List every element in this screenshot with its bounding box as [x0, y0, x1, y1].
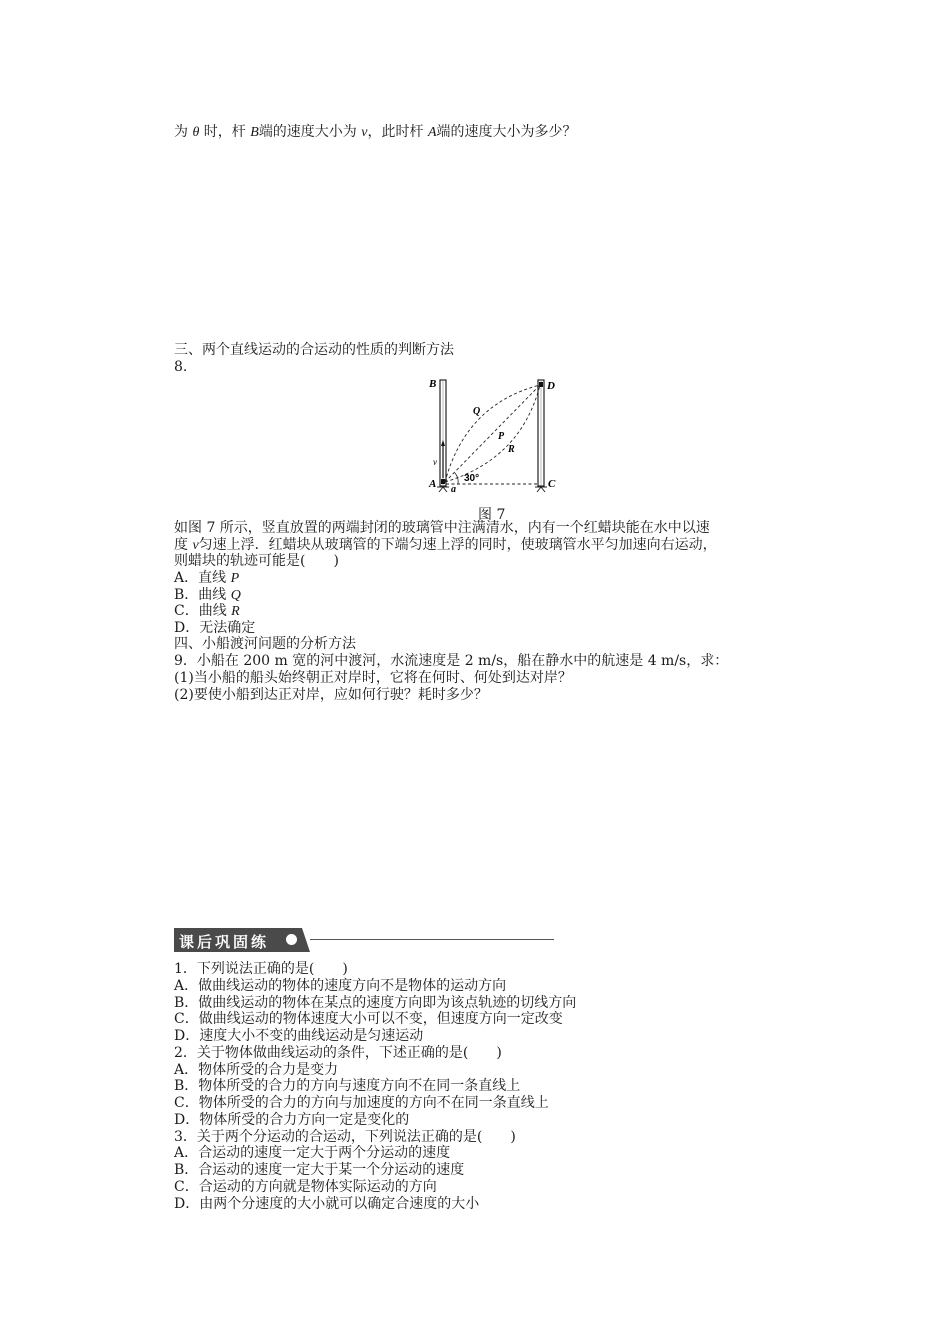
label-a-lower: a — [451, 484, 456, 495]
label-d: D — [547, 380, 555, 392]
label-c: C — [548, 478, 556, 490]
q9-line-3: (2)要使小船到达正对岸，应如何行驶？耗时多少？ — [174, 687, 488, 703]
q9-line-1: 9．小船在 200 m 宽的河中渡河，水流速度是 2 m/s，船在静水中的航速是 4 m/s，求： — [174, 653, 729, 669]
v-symbol: v — [192, 538, 199, 553]
hw-line: C．做曲线运动的物体速度大小可以不变，但速度方向一定改变 — [174, 1011, 563, 1027]
b-symbol: B — [250, 125, 259, 140]
left-base-leg-2 — [443, 487, 447, 492]
figure-caption: 图 7 — [478, 507, 506, 523]
q8-option-c: C．曲线 R — [174, 603, 240, 619]
left-base-leg-1 — [439, 487, 443, 492]
hw-line: D．物体所受的合力方向一定是变化的 — [174, 1112, 410, 1128]
right-base-leg-1 — [537, 487, 541, 492]
option-var: Q — [230, 588, 241, 603]
wax-block-start — [441, 479, 445, 484]
hw-line: 1．下列说法正确的是( ) — [174, 961, 348, 977]
hw-line: C．物体所受的合力的方向与加速度的方向不在同一条直线上 — [174, 1095, 549, 1111]
right-base-leg-2 — [541, 487, 545, 492]
velocity-arrowhead — [441, 440, 445, 446]
path-p — [445, 385, 540, 482]
q8-option-d: D．无法确定 — [174, 620, 256, 636]
section3-heading: 三、两个直线运动的合运动的性质的判断方法 — [174, 342, 454, 358]
hw-line: C．合运动的方向就是物体实际运动的方向 — [174, 1179, 437, 1195]
hw-line: D．速度大小不变的曲线运动是匀速运动 — [174, 1028, 424, 1044]
label-angle: 30° — [464, 473, 480, 484]
q9-line-2: (1)当小船的船头始终朝正对岸时，它将在何时、何处到达对岸？ — [174, 670, 572, 686]
option-var: R — [231, 604, 240, 619]
v-symbol: v — [361, 125, 368, 140]
wax-block-end — [539, 382, 543, 387]
intro-question: 为 θ 时，杆 B端的速度大小为 v，此时杆 A端的速度大小为多少？ — [174, 124, 577, 140]
q8-text-line-1: 如图 7 所示，竖直放置的两端封闭的玻璃管中注满清水，内有一个红蜡块能在水中以速 — [174, 520, 710, 536]
banner-rule — [310, 939, 554, 940]
hw-line: B．做曲线运动的物体在某点的速度方向即为该点轨迹的切线方向 — [174, 995, 577, 1011]
hw-line: 3．关于两个分运动的合运动，下列说法正确的是( ) — [174, 1129, 516, 1145]
q8-number: 8. — [174, 359, 188, 375]
q8-option-b: B．曲线 Q — [174, 587, 241, 603]
label-a-upper: A — [429, 478, 437, 490]
label-r: R — [508, 444, 515, 455]
q8-option-a: A．直线 P — [174, 570, 240, 586]
section-banner — [174, 926, 554, 952]
label-v: v — [433, 457, 437, 467]
banner-title: 课后巩固练 — [179, 933, 270, 951]
label-q: Q — [473, 406, 481, 417]
label-p: P — [498, 431, 505, 442]
section4-heading: 四、小船渡河问题的分析方法 — [174, 636, 356, 652]
hw-line: B．物体所受的合力的方向与速度方向不在同一条直线上 — [174, 1078, 521, 1094]
hw-line: A．合运动的速度一定大于两个分运动的速度 — [174, 1145, 451, 1161]
hw-line: B．合运动的速度一定大于某一个分运动的速度 — [174, 1162, 465, 1178]
hw-line: 2．关于物体做曲线运动的条件，下述正确的是( ) — [174, 1045, 502, 1061]
hw-line: A．物体所受的合力是变力 — [174, 1062, 339, 1078]
figure-7-diagram — [426, 374, 566, 496]
banner-dot-icon — [286, 934, 297, 945]
label-b: B — [429, 378, 437, 390]
hw-line: D．由两个分速度的大小就可以确定合速度的大小 — [174, 1196, 480, 1212]
q8-text-line-2: 度 v匀速上浮．红蜡块从玻璃管的下端匀速上浮的同时，使玻璃管水平匀加速向右运动， — [174, 537, 717, 553]
theta-symbol: θ — [192, 125, 200, 140]
q8-text-line-3: 则蜡块的轨迹可能是( ) — [174, 553, 339, 569]
a-symbol: A — [427, 125, 437, 140]
option-var: P — [230, 571, 240, 586]
hw-line: A．做曲线运动的物体的速度方向不是物体的运动方向 — [174, 978, 507, 994]
